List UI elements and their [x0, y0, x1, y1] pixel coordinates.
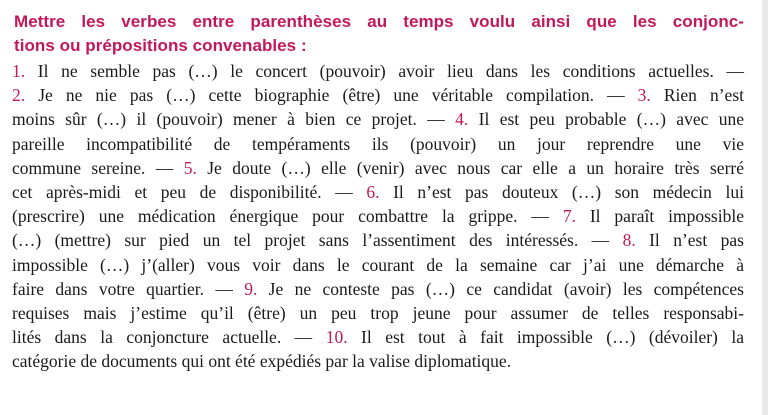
exercise-line [12, 253, 744, 277]
sentence-text: (…) (mettre) sur pied un tel projet sans l’assentiment des intéressés. — [12, 230, 623, 251]
sentence-text: moins sûr (…) il (pouvoir) mener à bien ce projet. — [12, 109, 456, 130]
sentence-text: cet après-midi et peu de disponibilité. — [12, 182, 367, 203]
item-number: 1. [12, 61, 26, 81]
item-number: 7. [562, 206, 576, 227]
exercise-line [12, 59, 744, 83]
item-number: 8. [622, 230, 636, 251]
sentence-text: Il ne semble pas (…) le concert (pouvoir) avoir lieu dans les conditions actuelles. — [25, 61, 744, 81]
sentence-text: (prescrire) une médication énergique pour combattre la grippe. — [12, 206, 563, 227]
exercise-line [12, 83, 744, 107]
sentence-text: Je ne conteste pas (…) ce candidat (avoir) les compétences [257, 278, 744, 299]
sentence-text: Il n’est pas [635, 230, 744, 251]
exercise-line [12, 301, 744, 325]
item-number: 5. [183, 157, 197, 178]
item-number: 9. [244, 278, 258, 299]
exercise-page [12, 10, 744, 374]
sentence-text: Rien n’est [650, 85, 745, 106]
sentence-text: Il paraît impossible [575, 206, 744, 227]
exercise-line [12, 349, 744, 373]
exercise-line [12, 180, 744, 204]
sentence-text: Il n’est pas douteux (…) son médecin lui [379, 182, 744, 203]
sentence-text: commune sereine. — [12, 157, 184, 178]
sentence-text: Je ne nie pas (…) cette biographie (être) une véritable compilation. — [25, 85, 638, 106]
sentence-text: Je doute (…) elle (venir) avec nous car elle a un horaire très serré [196, 157, 744, 178]
sentence-text: requises mais j’estime qu’il (être) un peu trop jeune pour assumer de telles responsabi- [12, 303, 744, 324]
item-number: 3. [637, 85, 651, 106]
item-number: 4. [455, 109, 469, 130]
page-edge-shadow [762, 0, 768, 415]
item-number: 6. [366, 182, 380, 203]
exercise-line [12, 156, 744, 180]
sentence-text: Il est tout à fait impossible (…) (dévoiler) la [347, 327, 744, 348]
sentence-text: catégorie de documents qui ont été expédiés par la valise diplomatique. [12, 351, 512, 372]
exercise-heading [14, 10, 744, 58]
sentence-text: pareille incompatibilité de tempéraments ils (pouvoir) un jour reprendre une vie [12, 133, 744, 154]
sentence-text: lités dans la conjoncture actuelle. — [12, 327, 326, 348]
item-number: 2. [12, 85, 26, 106]
sentence-text: Il est peu probable (…) avec une [468, 109, 744, 130]
sentence-text: faire dans votre quartier. — [12, 278, 245, 299]
exercise-line [12, 107, 744, 131]
heading-line-1: Mettre les verbes entre parenthèses au temps voulu ainsi que les conjonc- [14, 12, 744, 31]
exercise-line [12, 325, 744, 349]
exercise-line [12, 228, 744, 252]
exercise-line [12, 277, 744, 301]
heading-line-2: tions ou prépositions convenables : [14, 36, 307, 55]
sentence-text: impossible (…) j’(aller) vous voir dans le courant de la semaine car j’ai une démarche à [12, 254, 744, 275]
exercise-line [12, 204, 744, 228]
exercise-line [12, 132, 744, 156]
exercise-body [12, 59, 744, 374]
item-number: 10. [325, 327, 348, 348]
